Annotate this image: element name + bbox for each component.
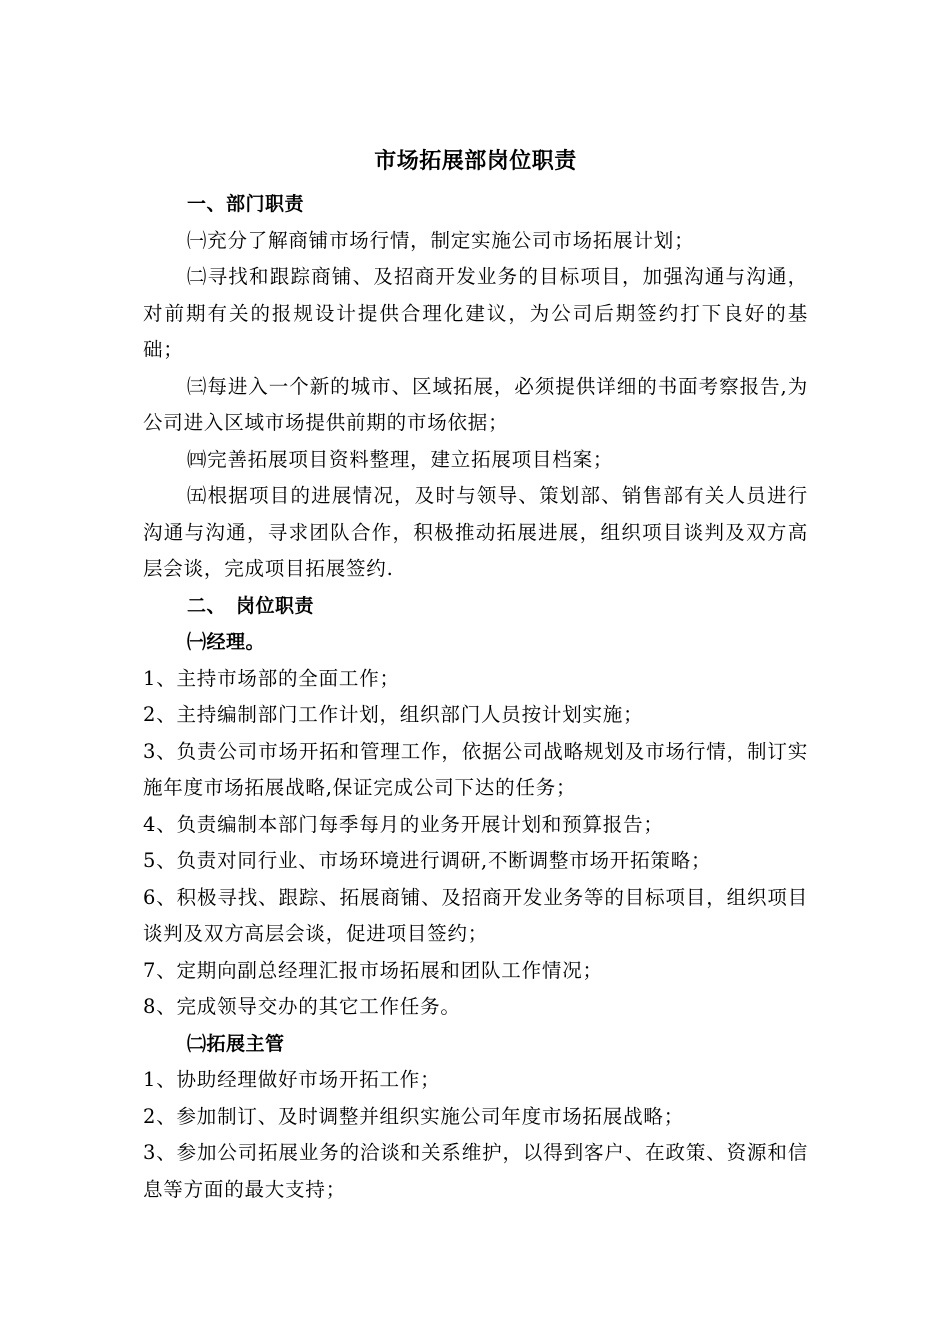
document-body xyxy=(143,146,808,1208)
section-heading-department: 一、部门职责 xyxy=(187,193,305,215)
manager-duty-2: 2、主持编制部门工作计划，组织部门人员按计划实施； xyxy=(143,703,644,726)
dept-duty-3: ㈢每进入一个新的城市、区域拓展，必须提供详细的书面考察报告,为公司进入区域市场提供前期的市场依据； xyxy=(143,374,808,434)
manager-duty-3: 3、负责公司市场开拓和管理工作，依据公司战略规划及市场行情，制订实施年度市场拓展战略,保证完成公司下达的任务； xyxy=(143,739,808,799)
supervisor-duty-2: 2、参加制订、及时调整并组织实施公司年度市场拓展战略； xyxy=(143,1104,685,1128)
section-heading-positions: 二、 岗位职责 xyxy=(187,594,315,617)
manager-duty-4: 4、负责编制本部门每季每月的业务开展计划和预算报告； xyxy=(143,812,664,836)
dept-duty-4: ㈣完善拓展项目资料整理，建立拓展项目档案； xyxy=(186,447,614,471)
manager-duty-8: 8、完成领导交办的其它工作任务。 xyxy=(143,995,461,1018)
dept-duty-1: ㈠充分了解商铺市场行情，制定实施公司市场拓展计划； xyxy=(186,228,695,252)
page-title: 市场拓展部岗位职责 xyxy=(374,149,577,174)
manager-duty-7: 7、定期向副总经理汇报市场拓展和团队工作情况； xyxy=(143,958,603,982)
supervisor-duty-3: 3、参加公司拓展业务的洽谈和关系维护，以得到客户、在政策、资源和信息等方面的最大支持； xyxy=(143,1141,808,1201)
manager-duty-5: 5、负责对同行业、市场环境进行调研,不断调整市场开拓策略； xyxy=(143,849,712,872)
position-heading-supervisor: ㈡拓展主管 xyxy=(187,1032,285,1055)
position-heading-manager: ㈠经理。 xyxy=(187,631,266,653)
dept-duty-5: ㈤根据项目的进展情况，及时与领导、策划部、销售部有关人员进行沟通与沟通，寻求团队合作，积极推动拓展进展，组织项目谈判及双方高层会谈，完成项目拓展签约. xyxy=(143,484,808,580)
manager-duty-1: 1、主持市场部的全面工作； xyxy=(143,666,400,690)
manager-duty-6: 6、积极寻找、跟踪、拓展商铺、及招商开发业务等的目标项目，组织项目谈判及双方高层会谈，促进项目签约； xyxy=(143,885,808,945)
supervisor-duty-1: 1、协助经理做好市场开拓工作； xyxy=(143,1068,441,1091)
dept-duty-2: ㈡寻找和跟踪商铺、及招商开发业务的目标项目，加强沟通与沟通，对前期有关的报规设计提供合理化建议，为公司后期签约打下良好的基础； xyxy=(143,265,808,361)
